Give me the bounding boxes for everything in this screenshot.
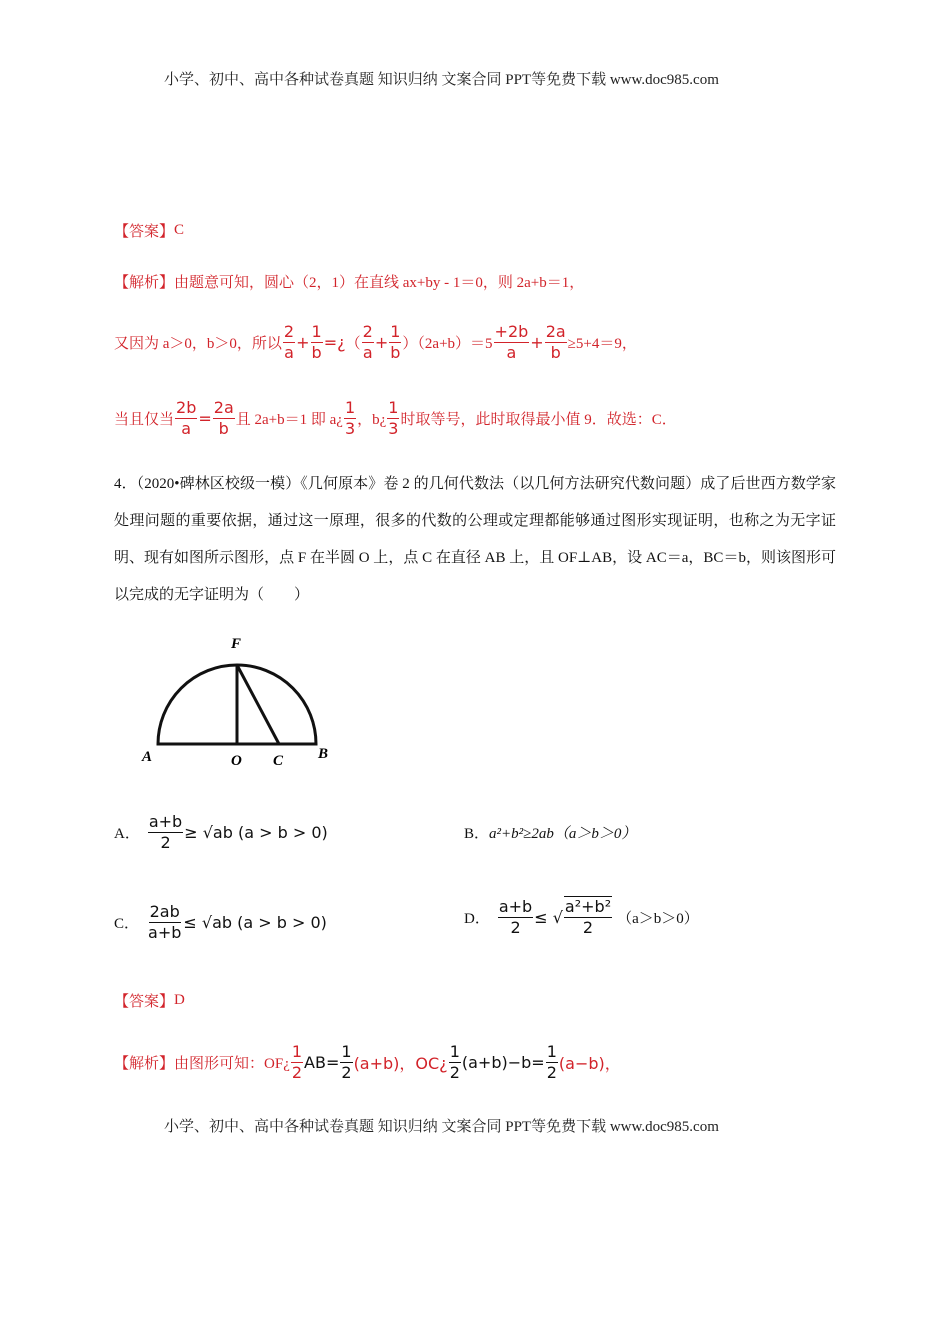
plus: + xyxy=(296,333,310,352)
numerator: 2 xyxy=(283,322,295,341)
label-c: C xyxy=(273,753,284,769)
denominator: b xyxy=(311,343,322,362)
option-label: D． xyxy=(464,910,490,927)
answer-value: C xyxy=(174,222,185,238)
option-d[interactable] xyxy=(464,896,699,938)
numerator: 1 xyxy=(311,322,322,341)
solution-text: ）（2a+b）＝5 xyxy=(402,336,493,352)
denominator: 2 xyxy=(510,917,521,937)
numerator: 2b xyxy=(176,398,197,417)
option-text: ≤ √ xyxy=(534,907,563,927)
answer-label: 【答案】 xyxy=(114,994,175,1010)
solution-text: 当且仅当 xyxy=(114,412,175,428)
denominator: 2 xyxy=(546,1063,557,1082)
fraction xyxy=(387,398,399,439)
solution-text: (a+b)，OC¿ xyxy=(353,1054,448,1073)
answer-3 xyxy=(114,220,184,241)
solution-label: 【解析】 xyxy=(114,275,175,291)
solution-text: 时取等号，此时取得最小值 9．故选：C． xyxy=(400,412,677,428)
option-a[interactable] xyxy=(114,812,328,853)
page-header: 小学、初中、高中各种试卷真题 知识归纳 文案合同 PPT等免费下载 www.doc985.com xyxy=(164,72,719,88)
fraction xyxy=(213,398,235,439)
question-4-text: 4．（2020•碑林区校级一模）《几何原本》卷 2 的几何代数法（以几何方法研究代数问题）成了后世西方数学家处理问题的重要依据，通过这一原理，很多的代数的公理或定理都能够通过图形实现证明，也称之为无字证明、现有如图所示图形，点 F 在半圆 O 上，点 C 在直径 AB 上，且 OF⊥AB，设 AC＝a，BC＝b，则该图形可以完成的无字证明为（ ） xyxy=(114,476,836,603)
numerator: 1 xyxy=(344,398,356,417)
plus: + xyxy=(530,333,544,352)
paren: （ xyxy=(345,336,361,352)
solution-text: 又因为 a＞0，b＞0，所以 xyxy=(114,336,282,352)
numerator: 2a xyxy=(213,398,234,417)
denominator: 3 xyxy=(388,419,399,438)
option-text: a²+b²≥2ab（a＞b＞0） xyxy=(489,826,637,842)
numerator: 1 xyxy=(449,1042,460,1061)
fraction xyxy=(545,322,567,363)
solution-3-line-2 xyxy=(114,322,637,363)
numerator: 1 xyxy=(546,1042,557,1061)
option-b[interactable] xyxy=(464,822,636,843)
denominator: b xyxy=(218,419,229,438)
fraction xyxy=(362,322,374,363)
solution-label: 【解析】 xyxy=(114,1056,175,1072)
fraction xyxy=(498,897,533,938)
solution-3-line-3: 当且仅当 $\frac{2b}{a}$ = $\frac{2a}{b}$ 且 2a+b＝1 即 a¿ $\frac{1}{3}$ ，b¿ $\frac{1}{3}$ 时取等号，此时取得最小值 9．故选：C． xyxy=(114,398,677,438)
fraction xyxy=(494,322,530,363)
numerator: a+b xyxy=(498,896,533,916)
numerator: 2 xyxy=(362,322,373,341)
label-f: F xyxy=(231,636,242,652)
answer-label: 【答案】 xyxy=(114,224,175,240)
solution-4 xyxy=(114,1042,621,1083)
solution-text: 由图形可知：OF¿ xyxy=(174,1056,290,1072)
denominator: b xyxy=(390,343,401,362)
option-c[interactable] xyxy=(114,902,327,943)
option-label: B． xyxy=(464,826,490,842)
denominator: 2 xyxy=(449,1063,460,1082)
solution-text: (a−b)， xyxy=(558,1054,621,1073)
fraction xyxy=(546,1042,558,1083)
fraction xyxy=(311,322,323,363)
fraction xyxy=(564,896,612,938)
denominator: a xyxy=(506,343,517,362)
fraction xyxy=(283,322,295,363)
denominator: 3 xyxy=(344,419,356,438)
answer-4 xyxy=(114,990,185,1011)
numerator: a+b xyxy=(148,812,183,831)
denominator: a+b xyxy=(148,923,182,942)
numerator: 1 xyxy=(341,1042,352,1061)
answer-value: D xyxy=(174,992,185,1008)
denominator: a xyxy=(362,343,373,362)
option-text: ≤ √ab (a > b > 0) xyxy=(183,913,327,932)
plus: + xyxy=(374,333,389,352)
option-label: A． xyxy=(114,826,140,842)
numerator: 2ab xyxy=(149,902,180,921)
solution-text: ≥5+4＝9， xyxy=(567,336,637,352)
fraction xyxy=(148,812,183,853)
solution-text: 且 2a+b＝1 即 a¿ xyxy=(235,412,343,428)
denominator: 2 xyxy=(160,833,171,852)
denominator: b xyxy=(550,343,561,362)
fraction xyxy=(389,322,401,363)
solution-text: 由题意可知，圆心（2，1）在直线 ax+by - 1＝0，则 2a+b＝1， xyxy=(174,275,585,291)
option-text: ≥ √ab (a > b > 0) xyxy=(184,823,328,842)
page-footer: 小学、初中、高中各种试卷真题 知识归纳 文案合同 PPT等免费下载 www.doc985.com xyxy=(164,1119,719,1135)
segment-fc xyxy=(237,665,279,744)
solution-text: ，b¿ xyxy=(357,412,387,428)
denominator: 2 xyxy=(291,1063,303,1082)
fraction xyxy=(175,398,197,439)
option-text: （a＞b＞0） xyxy=(617,910,699,927)
option-label: C． xyxy=(114,916,140,932)
fraction xyxy=(344,398,356,439)
fraction xyxy=(449,1042,461,1083)
numerator: 1 xyxy=(390,322,401,341)
numerator: 1 xyxy=(291,1042,303,1061)
numerator: 2a xyxy=(545,322,566,341)
semicircle-figure xyxy=(135,630,335,770)
solution-text: AB= xyxy=(304,1053,340,1072)
denominator: 2 xyxy=(582,918,594,937)
denominator: a xyxy=(181,419,192,438)
label-b: B xyxy=(318,746,329,762)
numerator: a²+b² xyxy=(564,897,612,916)
solution-3-line-1 xyxy=(114,271,584,292)
denominator: 2 xyxy=(341,1063,352,1082)
fraction xyxy=(147,902,182,943)
label-o: O xyxy=(231,753,242,769)
fraction xyxy=(291,1042,303,1083)
numerator: +2b xyxy=(494,322,529,341)
label-a: A xyxy=(142,749,153,765)
denominator: a xyxy=(284,343,294,362)
numerator: 1 xyxy=(388,398,399,417)
equals: =¿ xyxy=(323,333,346,352)
fraction xyxy=(340,1042,352,1083)
solution-text: (a+b)−b= xyxy=(461,1053,545,1072)
